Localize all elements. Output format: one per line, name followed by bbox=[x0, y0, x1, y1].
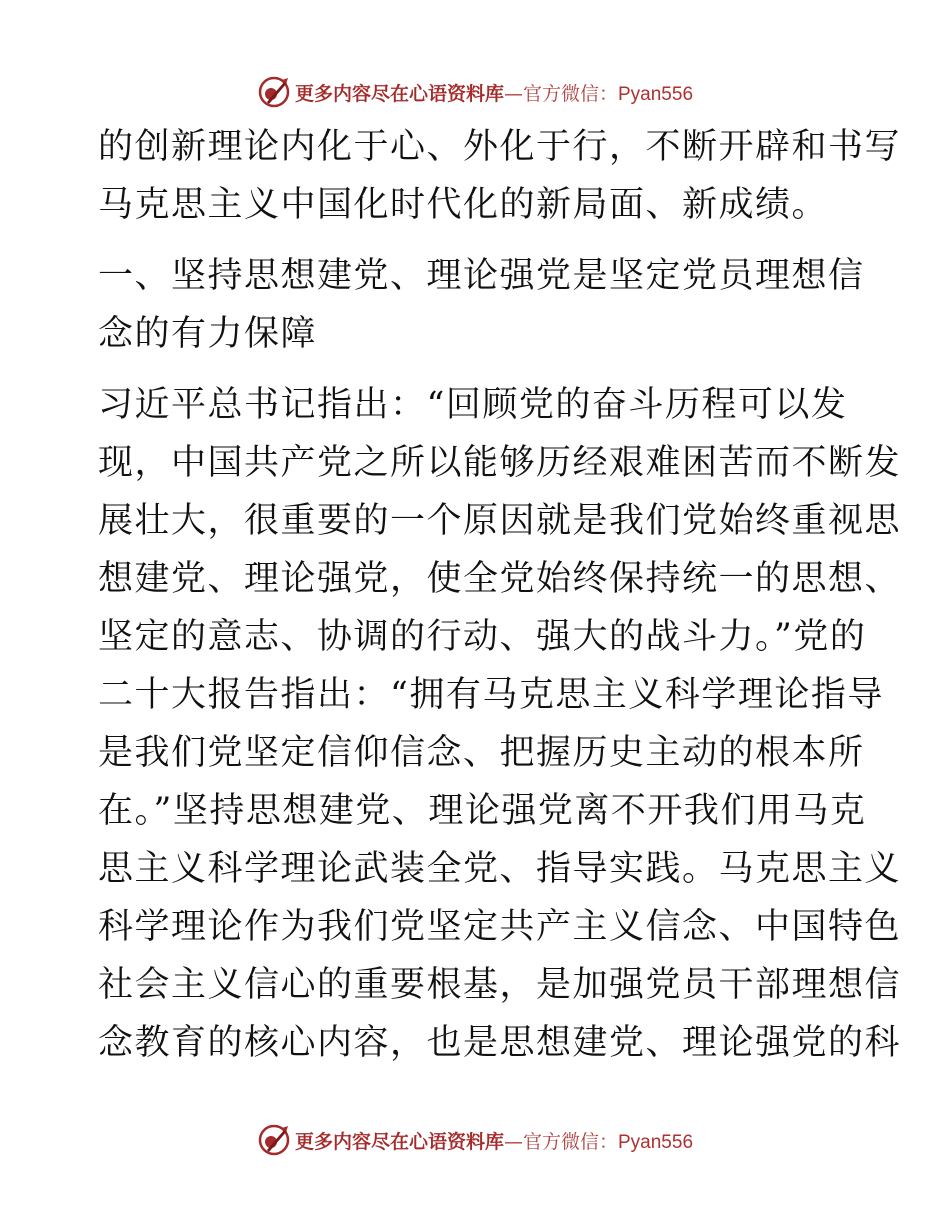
banner-wechat-label: 官方微信： bbox=[522, 82, 618, 105]
text-line: 社会主义信心的重要根基，是加强党员干部理想信 bbox=[98, 965, 902, 1005]
text-line: 马克思主义中国化时代化的新局面、新成绩。 bbox=[98, 185, 829, 225]
banner-wechat-id: Pyan556 bbox=[618, 1131, 694, 1153]
document-body bbox=[98, 118, 902, 1072]
text-line: 的创新理论内化于心、外化于行，不断开辟和书写 bbox=[98, 127, 902, 167]
paragraph bbox=[98, 118, 902, 234]
quill-logo-icon bbox=[257, 1123, 291, 1157]
banner-text bbox=[295, 1127, 693, 1154]
text-line: 思主义科学理论武装全党、指导实践。马克思主义 bbox=[98, 849, 902, 889]
banner-separator: — bbox=[503, 82, 523, 105]
section-heading bbox=[98, 247, 865, 363]
text-line: 习近平总书记指出：“回顾党的奋斗历程可以发 bbox=[98, 385, 848, 425]
banner-text bbox=[295, 79, 693, 106]
text-line: 在。”坚持思想建党、理论强党离不开我们用马克 bbox=[98, 791, 867, 831]
text-line: 想建党、理论强党，使全党始终保持统一的思想、 bbox=[98, 559, 902, 599]
heading-line: 念的有力保障 bbox=[98, 314, 318, 354]
heading-line: 一、坚持思想建党、理论强党是坚定党员理想信 bbox=[98, 256, 865, 296]
quill-logo-icon bbox=[257, 75, 291, 109]
text-line: 坚定的意志、协调的行动、强大的战斗力。”党的 bbox=[98, 617, 867, 657]
banner-wechat-id: Pyan556 bbox=[618, 83, 694, 105]
banner-wechat-label: 官方微信： bbox=[522, 1130, 618, 1153]
paragraph bbox=[98, 376, 902, 1072]
text-line: 展壮大，很重要的一个原因就是我们党始终重视思 bbox=[98, 501, 902, 541]
header-banner bbox=[0, 72, 950, 112]
text-line: 念教育的核心内容，也是思想建党、理论强党的科 bbox=[98, 1023, 902, 1063]
banner-separator: — bbox=[503, 1130, 523, 1153]
text-line: 二十大报告指出：“拥有马克思主义科学理论指导 bbox=[98, 675, 884, 715]
banner-site-text: 更多内容尽在心语资料库 bbox=[294, 82, 504, 105]
banner-site-text: 更多内容尽在心语资料库 bbox=[294, 1130, 504, 1153]
text-line: 现，中国共产党之所以能够历经艰难困苦而不断发 bbox=[98, 443, 902, 483]
text-line: 科学理论作为我们党坚定共产主义信念、中国特色 bbox=[98, 907, 902, 947]
footer-banner bbox=[0, 1120, 950, 1160]
text-line: 是我们党坚定信仰信念、把握历史主动的根本所 bbox=[98, 733, 865, 773]
